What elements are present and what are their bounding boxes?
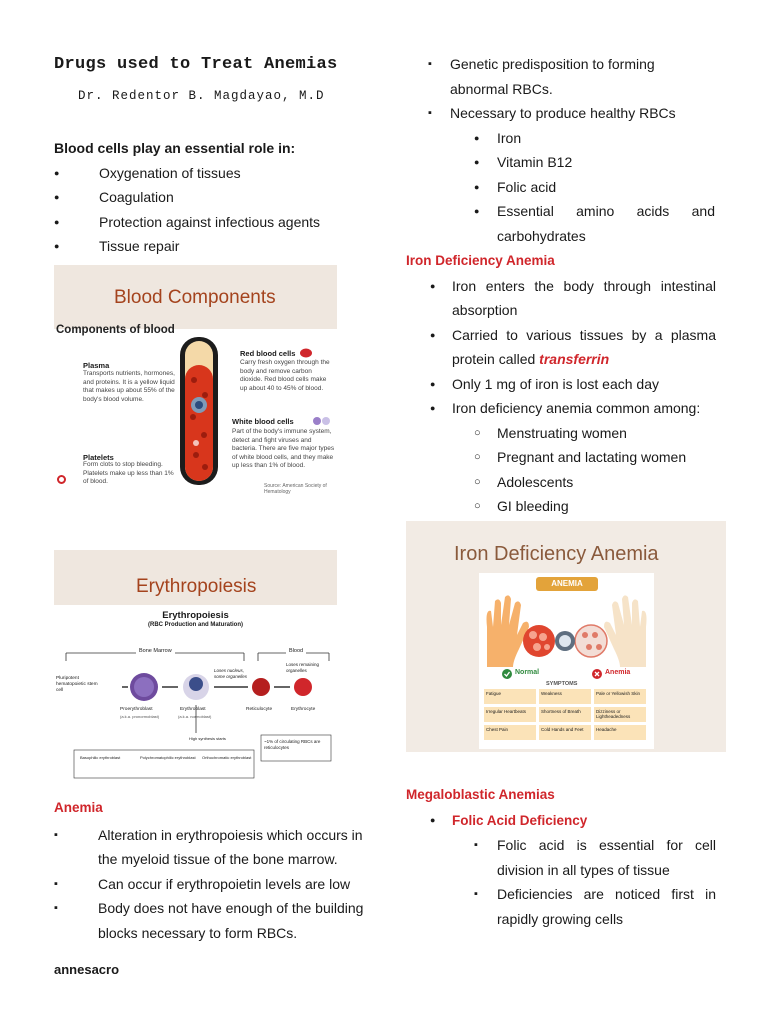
list-item: ● Iron enters the body through intestinal absorption: [430, 274, 716, 323]
symptoms-grid: [484, 689, 649, 740]
page-title: Drugs used to Treat Anemias: [54, 55, 338, 74]
list-item: ● Coagulation: [54, 185, 344, 210]
list-item: ● Iron deficiency anemia common among:: [430, 396, 716, 421]
symptom-cell: Cold Hands and Feet: [539, 725, 591, 740]
symptom-cell: Shortness of Breath: [539, 707, 591, 722]
loses-remaining-label: Loses remaining organelles: [286, 662, 320, 673]
blood-cells-heading: Blood cells play an essential role in:: [54, 140, 296, 156]
list-item: ▪ Can occur if erythropoietin levels are low: [54, 872, 364, 897]
slide-title: Erythropoiesis: [136, 576, 257, 597]
list-item: ● Essential amino acids and carbohydrates: [474, 199, 715, 248]
proerythroblast-label: Proerythroblast: [120, 707, 153, 712]
platelets-text: Form clots to stop bleeding. Platelets make up less than 1% of blood.: [83, 461, 174, 485]
rbc-text: Carry fresh oxygen through the body and remove carbon dioxide. Red blood cells make up about 40 to 45% of blood.: [240, 359, 330, 392]
rbc-title: Red blood cells: [240, 349, 296, 358]
ida-slide: [406, 521, 726, 752]
list-item: ▪ Necessary to produce healthy RBCs: [428, 101, 715, 126]
slide-title: Blood Components: [114, 287, 276, 308]
wbc-title: White blood cells: [232, 417, 294, 426]
blood-cells-list: [54, 161, 344, 259]
rbc-sub-list: [474, 126, 715, 249]
slide-title: Iron Deficiency Anemia: [454, 543, 659, 565]
author: Dr. Redentor B. Magdayao, M.D: [78, 89, 325, 103]
transferrin-term: transferrin: [539, 351, 610, 367]
platelets-title: Platelets: [83, 453, 114, 462]
list-item: [430, 323, 716, 372]
list-item: ○ Pregnant and lactating women: [474, 445, 716, 470]
list-item: ▪ Body does not have enough of the building blocks necessary to form RBCs.: [54, 896, 364, 945]
plasma-text: Transports nutrients, hormones, and proteins. It is a yellow liquid that makes up about 55% of the body's blood volume.: [83, 370, 175, 403]
symptom-cell: Weakness: [539, 689, 591, 704]
proerythroblast-sub: (a.k.a. pronormoblast): [120, 714, 160, 719]
normal-label: Normal: [515, 669, 540, 676]
footer-author: annesacro: [54, 962, 120, 977]
symptom-cell: Irregular Heartbeats: [484, 707, 536, 722]
symptom-cell: Dizziness or Lightheadedness: [594, 707, 646, 722]
blood-label: Blood: [286, 648, 306, 654]
erythrocyte-label: Erythrocyte: [291, 707, 316, 712]
stem-cell-label: Pluripotent hematopoietic stem cell: [56, 676, 98, 693]
iron-sub-list: [474, 421, 716, 519]
rbc-list: [428, 52, 715, 126]
hands-icon: [479, 589, 654, 669]
anemia-heading: Anemia: [54, 800, 103, 815]
orthochromatic-label: Orthochromatic erythroblast: [202, 755, 252, 760]
list-item: ● Folic acid: [474, 175, 715, 200]
anemia-list: [54, 823, 364, 946]
list-item: ● Iron: [474, 126, 715, 151]
folic-heading: Folic Acid Deficiency: [452, 812, 588, 828]
list-item: ● Vitamin B12: [474, 150, 715, 175]
x-icon: [592, 669, 602, 679]
list-item: ○ Menstruating women: [474, 421, 716, 446]
polychromatophilic-label: Polychromatophilic erythroblast: [140, 755, 196, 760]
logo-icon: [57, 475, 66, 484]
blood-cells-section: [54, 136, 344, 259]
high-synthesis-label: High synthesis starts: [189, 736, 226, 741]
symptoms-label: SYMPTOMS: [546, 681, 578, 687]
megaloblastic-list: [430, 808, 716, 834]
symptom-cell: Chest Pain: [484, 725, 536, 740]
list-item: [430, 808, 716, 834]
blood-components-slide: [54, 265, 337, 502]
iron-section: [406, 249, 716, 519]
test-tube-icon: [174, 335, 224, 490]
white-cell-icon: [312, 416, 332, 426]
list-item: ▪ Folic acid is essential for cell division in all types of tissue: [474, 833, 716, 882]
megaloblastic-heading: Megaloblastic Anemias: [406, 787, 555, 802]
list-item: ▪ Genetic predisposition to forming abnormal RBCs.: [428, 52, 715, 101]
circulating-note: ~1% of circulating RBCs are reticulocytes: [264, 739, 321, 750]
list-item: ▪ Alteration in erythropoiesis which occurs in the myeloid tissue of the bone marrow.: [54, 823, 364, 872]
symptom-cell: Fatigue: [484, 689, 536, 704]
anemia-label: Anemia: [605, 669, 631, 676]
list-item: ○ Adolescents: [474, 470, 716, 495]
list-item: ▪ Deficiencies are noticed first in rapidly growing cells: [474, 882, 716, 931]
iron-list: [430, 274, 716, 421]
erythropoiesis-slide: [54, 550, 337, 788]
transferrin-text: Carried to various tissues by a plasma protein called: [452, 326, 716, 367]
slide-subtitle: Components of blood: [56, 324, 175, 336]
bone-marrow-label: Bone Marrow: [136, 648, 175, 654]
red-cell-icon: [300, 348, 312, 358]
plasma-title: Plasma: [83, 361, 110, 370]
erythroblast-label: Erythroblast: [180, 707, 206, 712]
list-item: ○ GI bleeding: [474, 494, 716, 519]
symptom-cell: Headache: [594, 725, 646, 740]
rbc-section: [430, 52, 715, 248]
list-item: ● Only 1 mg of iron is lost each day: [430, 372, 716, 397]
loses-nucleus-label: Loses nucleus, some organelles: [214, 668, 248, 679]
inner-subtitle: (RBC Production and Maturation): [148, 622, 243, 628]
list-item: ● Oxygenation of tissues: [54, 161, 344, 186]
anemia-banner: ANEMIA: [536, 577, 598, 591]
basophilic-label: Basophilic erythroblast: [80, 755, 121, 760]
list-item: ● Protection against infectious agents: [54, 210, 344, 235]
wbc-text: Part of the body's immune system, detect and fight viruses and bacteria. There are five major types of white blood cells, and they make up less than 1% of blood.: [232, 428, 335, 469]
symptom-cell: Pale or Yellowish Skin: [594, 689, 646, 704]
iron-heading: Iron Deficiency Anemia: [406, 253, 555, 268]
source-note: Source: American Society of Hematology: [264, 483, 327, 495]
check-icon: [502, 669, 512, 679]
anemia-section: [54, 796, 364, 945]
list-item: ● Tissue repair: [54, 234, 344, 259]
reticulocyte-label: Reticulocyte: [246, 707, 273, 712]
erythroblast-sub: (a.k.a. normoblast): [178, 714, 212, 719]
inner-title: Erythropoiesis: [162, 610, 229, 621]
megaloblastic-section: [406, 783, 716, 931]
folic-list: [474, 833, 716, 931]
